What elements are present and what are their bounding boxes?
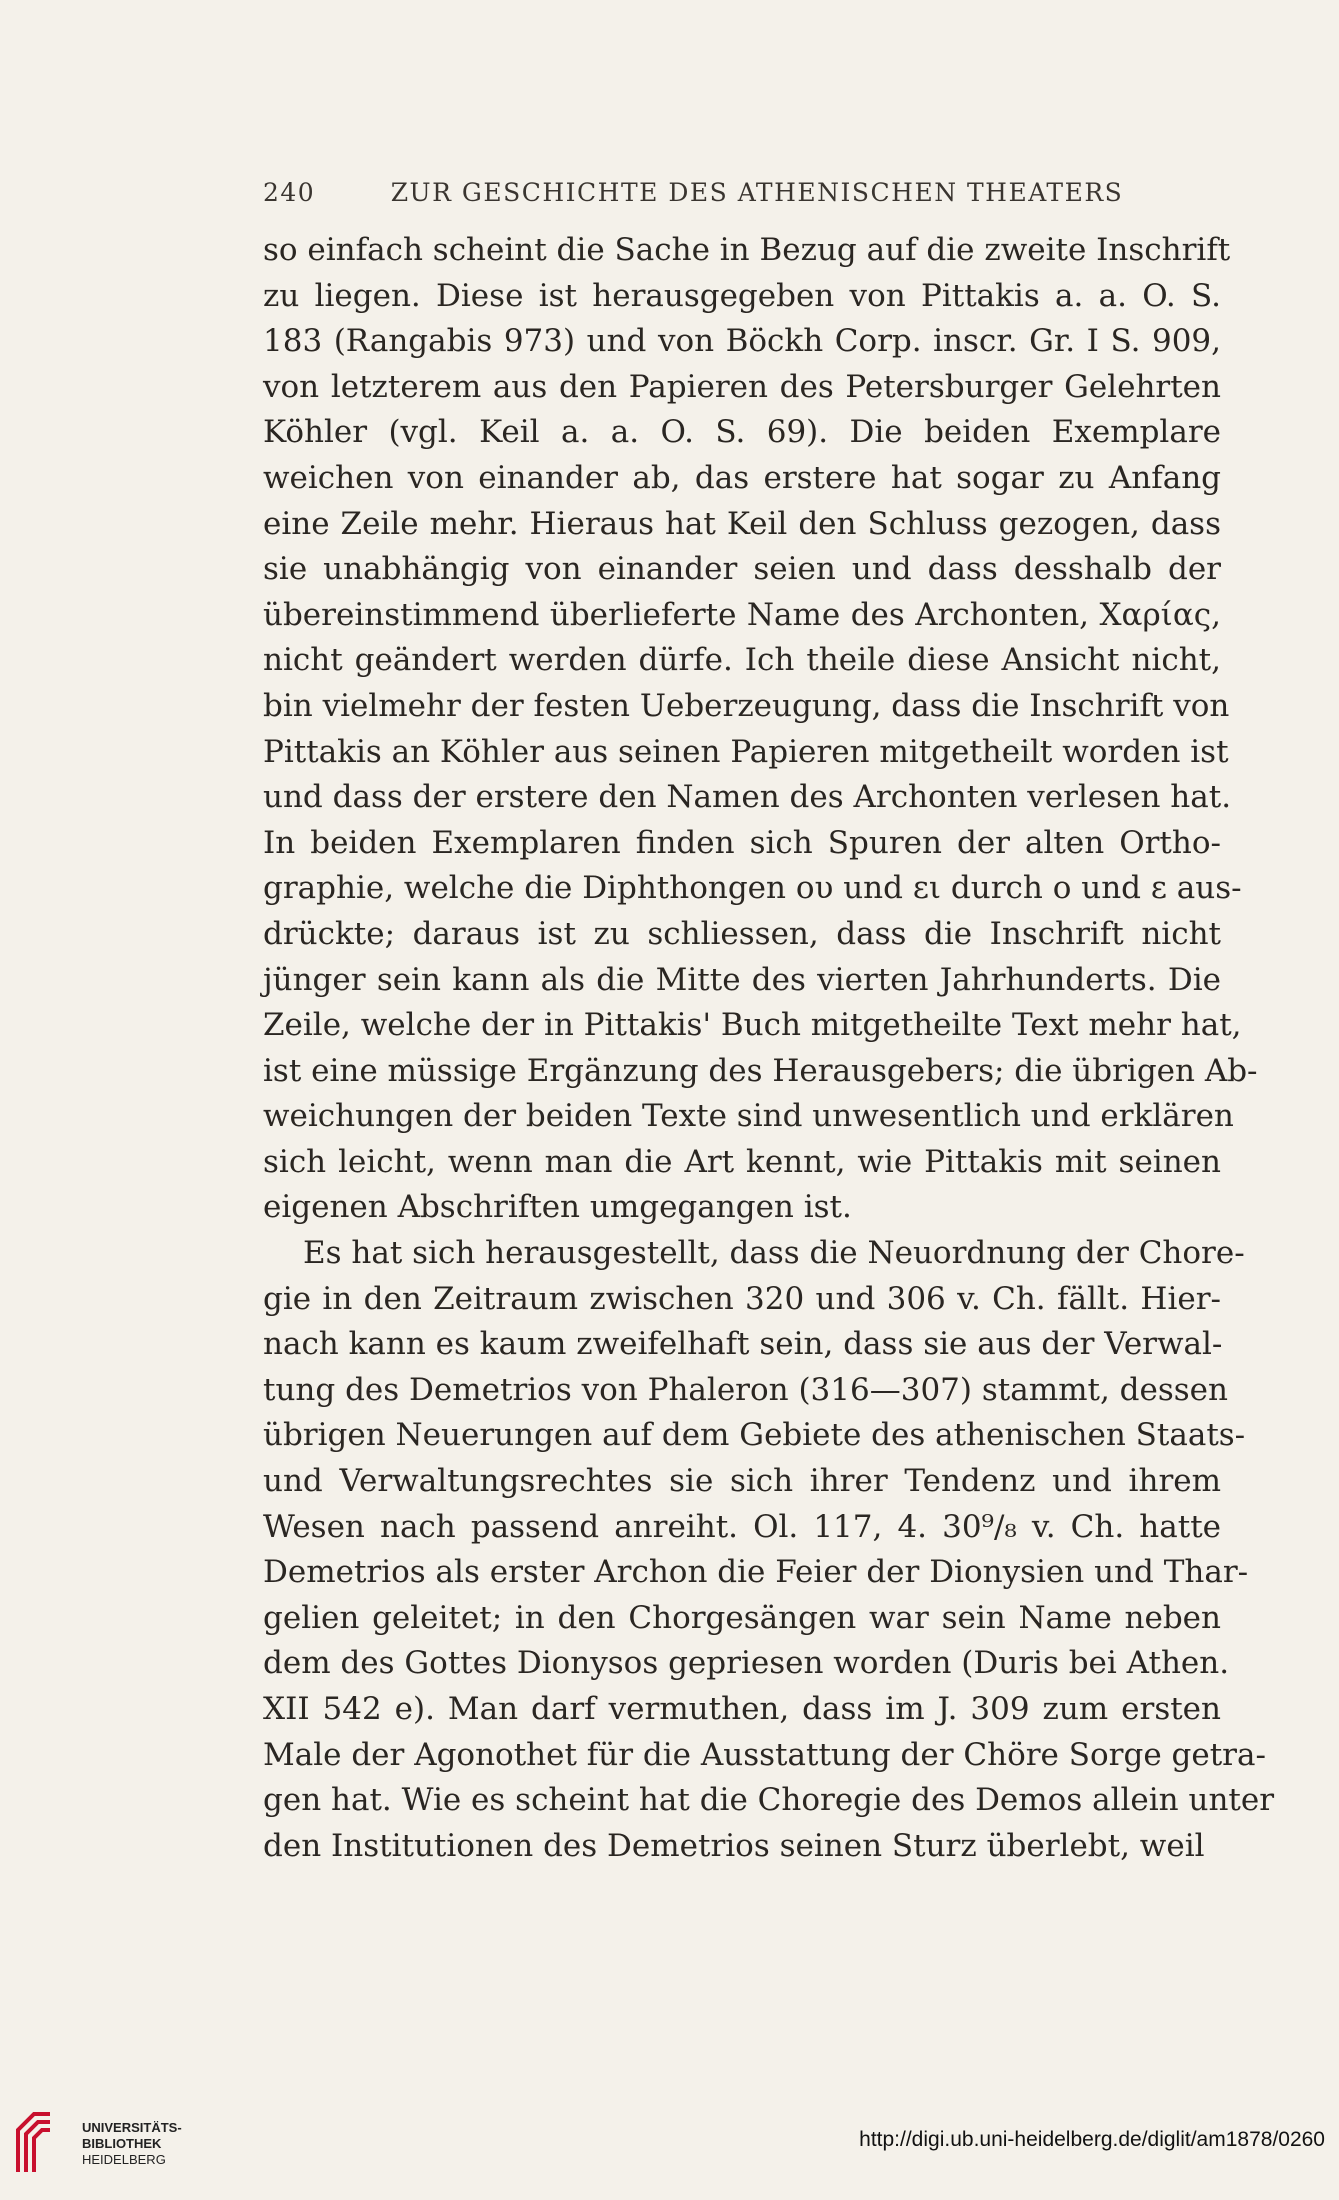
text-line: tung des Demetrios von Phaleron (316—307) stammt, dessen xyxy=(263,1371,1228,1408)
text-line: Es hat sich herausgestellt, dass die Neuordnung der Chore- xyxy=(303,1235,1245,1272)
text-line: von letzterem aus den Papieren des Petersburger Gelehrten xyxy=(263,368,1221,405)
text-line: In beiden Exemplaren finden sich Spuren der alten Ortho- xyxy=(263,824,1221,861)
text-line: XII 542 e). Man darf vermuthen, dass im J. 309 zum ersten xyxy=(263,1691,1221,1727)
text-line: 183 (Rangabis 973) und von Böckh Corp. inscr. Gr. I S. 909, xyxy=(263,323,1221,360)
text-line: den Institutionen des Demetrios seinen Sturz überlebt, weil xyxy=(263,1827,1205,1864)
text-line: übereinstimmend überlieferte Name des Archonten, Χαρίας, xyxy=(263,596,1221,633)
text-line: zu liegen. Diese ist herausgegeben von Pittakis a. a. O. S. xyxy=(263,277,1221,314)
text-line: Zeile, welche der in Pittakis' Buch mitgetheilte Text mehr hat, xyxy=(263,1007,1242,1044)
library-name-line2: BIBLIOTHEK xyxy=(82,2136,162,2151)
footer xyxy=(0,2090,1339,2200)
text-line: dem des Gottes Dionysos gepriesen worden (Duris bei Athen. xyxy=(263,1645,1230,1682)
text-line: Demetrios als erster Archon die Feier der Dionysien und Thar- xyxy=(263,1554,1249,1591)
library-name-line1: UNIVERSITÄTS- xyxy=(82,2120,182,2135)
running-header xyxy=(263,178,1221,207)
source-url[interactable]: http://digi.ub.uni-heidelberg.de/diglit/am1878/0260 xyxy=(859,2128,1325,2151)
text-line: gelien geleitet; in den Chorgesängen war sein Name neben xyxy=(263,1599,1221,1636)
text-line: bin vielmehr der festen Ueberzeugung, dass die Inschrift von xyxy=(263,687,1230,724)
library-name-line3: HEIDELBERG xyxy=(82,2152,166,2167)
text-line: sie unabhängig von einander seien und dass desshalb der xyxy=(263,551,1221,588)
body-text xyxy=(263,228,1275,1869)
text-line: so einfach scheint die Sache in Bezug auf die zweite Inschrift xyxy=(263,232,1231,268)
text-line: eine Zeile mehr. Hieraus hat Keil den Schluss gezogen, dass xyxy=(263,505,1221,542)
library-logo-icon xyxy=(14,2108,54,2174)
text-line: Pittakis an Köhler aus seinen Papieren mitgetheilt worden ist xyxy=(263,733,1229,770)
text-line: nicht geändert werden dürfe. Ich theile diese Ansicht nicht, xyxy=(263,642,1221,679)
text-line: und dass der erstere den Namen des Archonten verlesen hat. xyxy=(263,779,1232,816)
text-line: ist eine müssige Ergänzung des Herausgebers; die übrigen Ab- xyxy=(263,1052,1258,1089)
text-line: gen hat. Wie es scheint hat die Choregie des Demos allein unter xyxy=(263,1782,1275,1819)
text-line: weichungen der beiden Texte sind unwesentlich und erklären xyxy=(263,1098,1234,1135)
text-line: sich leicht, wenn man die Art kennt, wie Pittakis mit seinen xyxy=(263,1143,1221,1180)
text-line: jünger sein kann als die Mitte des vierten Jahrhunderts. Die xyxy=(263,961,1221,998)
library-name xyxy=(82,2120,182,2168)
text-line: Köhler (vgl. Keil a. a. O. S. 69). Die beiden Exemplare xyxy=(263,414,1221,451)
running-title: ZUR GESCHICHTE DES ATHENISCHEN THEATERS xyxy=(390,178,1124,207)
text-line: und Verwaltungsrechtes sie sich ihrer Tendenz und ihrem xyxy=(263,1463,1221,1500)
text-line: drückte; daraus ist zu schliessen, dass die Inschrift nicht xyxy=(263,915,1221,952)
text-line: nach kann es kaum zweifelhaft sein, dass sie aus der Verwal- xyxy=(263,1326,1223,1363)
page-number: 240 xyxy=(263,178,316,207)
text-line: graphie, welche die Diphthongen ου und ει durch ο und ε aus- xyxy=(263,870,1242,907)
text-line: eigenen Abschriften umgegangen ist. xyxy=(263,1189,852,1226)
text-line: weichen von einander ab, das erstere hat sogar zu Anfang xyxy=(263,459,1221,496)
text-line: übrigen Neuerungen auf dem Gebiete des athenischen Staats- xyxy=(263,1417,1246,1454)
text-line: Wesen nach passend anreiht. Ol. 117, 4. 30⁹/₈ v. Ch. hatte xyxy=(263,1508,1221,1545)
text-line: Male der Agonothet für die Ausstattung der Chöre Sorge getra- xyxy=(263,1736,1266,1773)
text-line: gie in den Zeitraum zwischen 320 und 306 v. Ch. fällt. Hier- xyxy=(263,1280,1221,1317)
